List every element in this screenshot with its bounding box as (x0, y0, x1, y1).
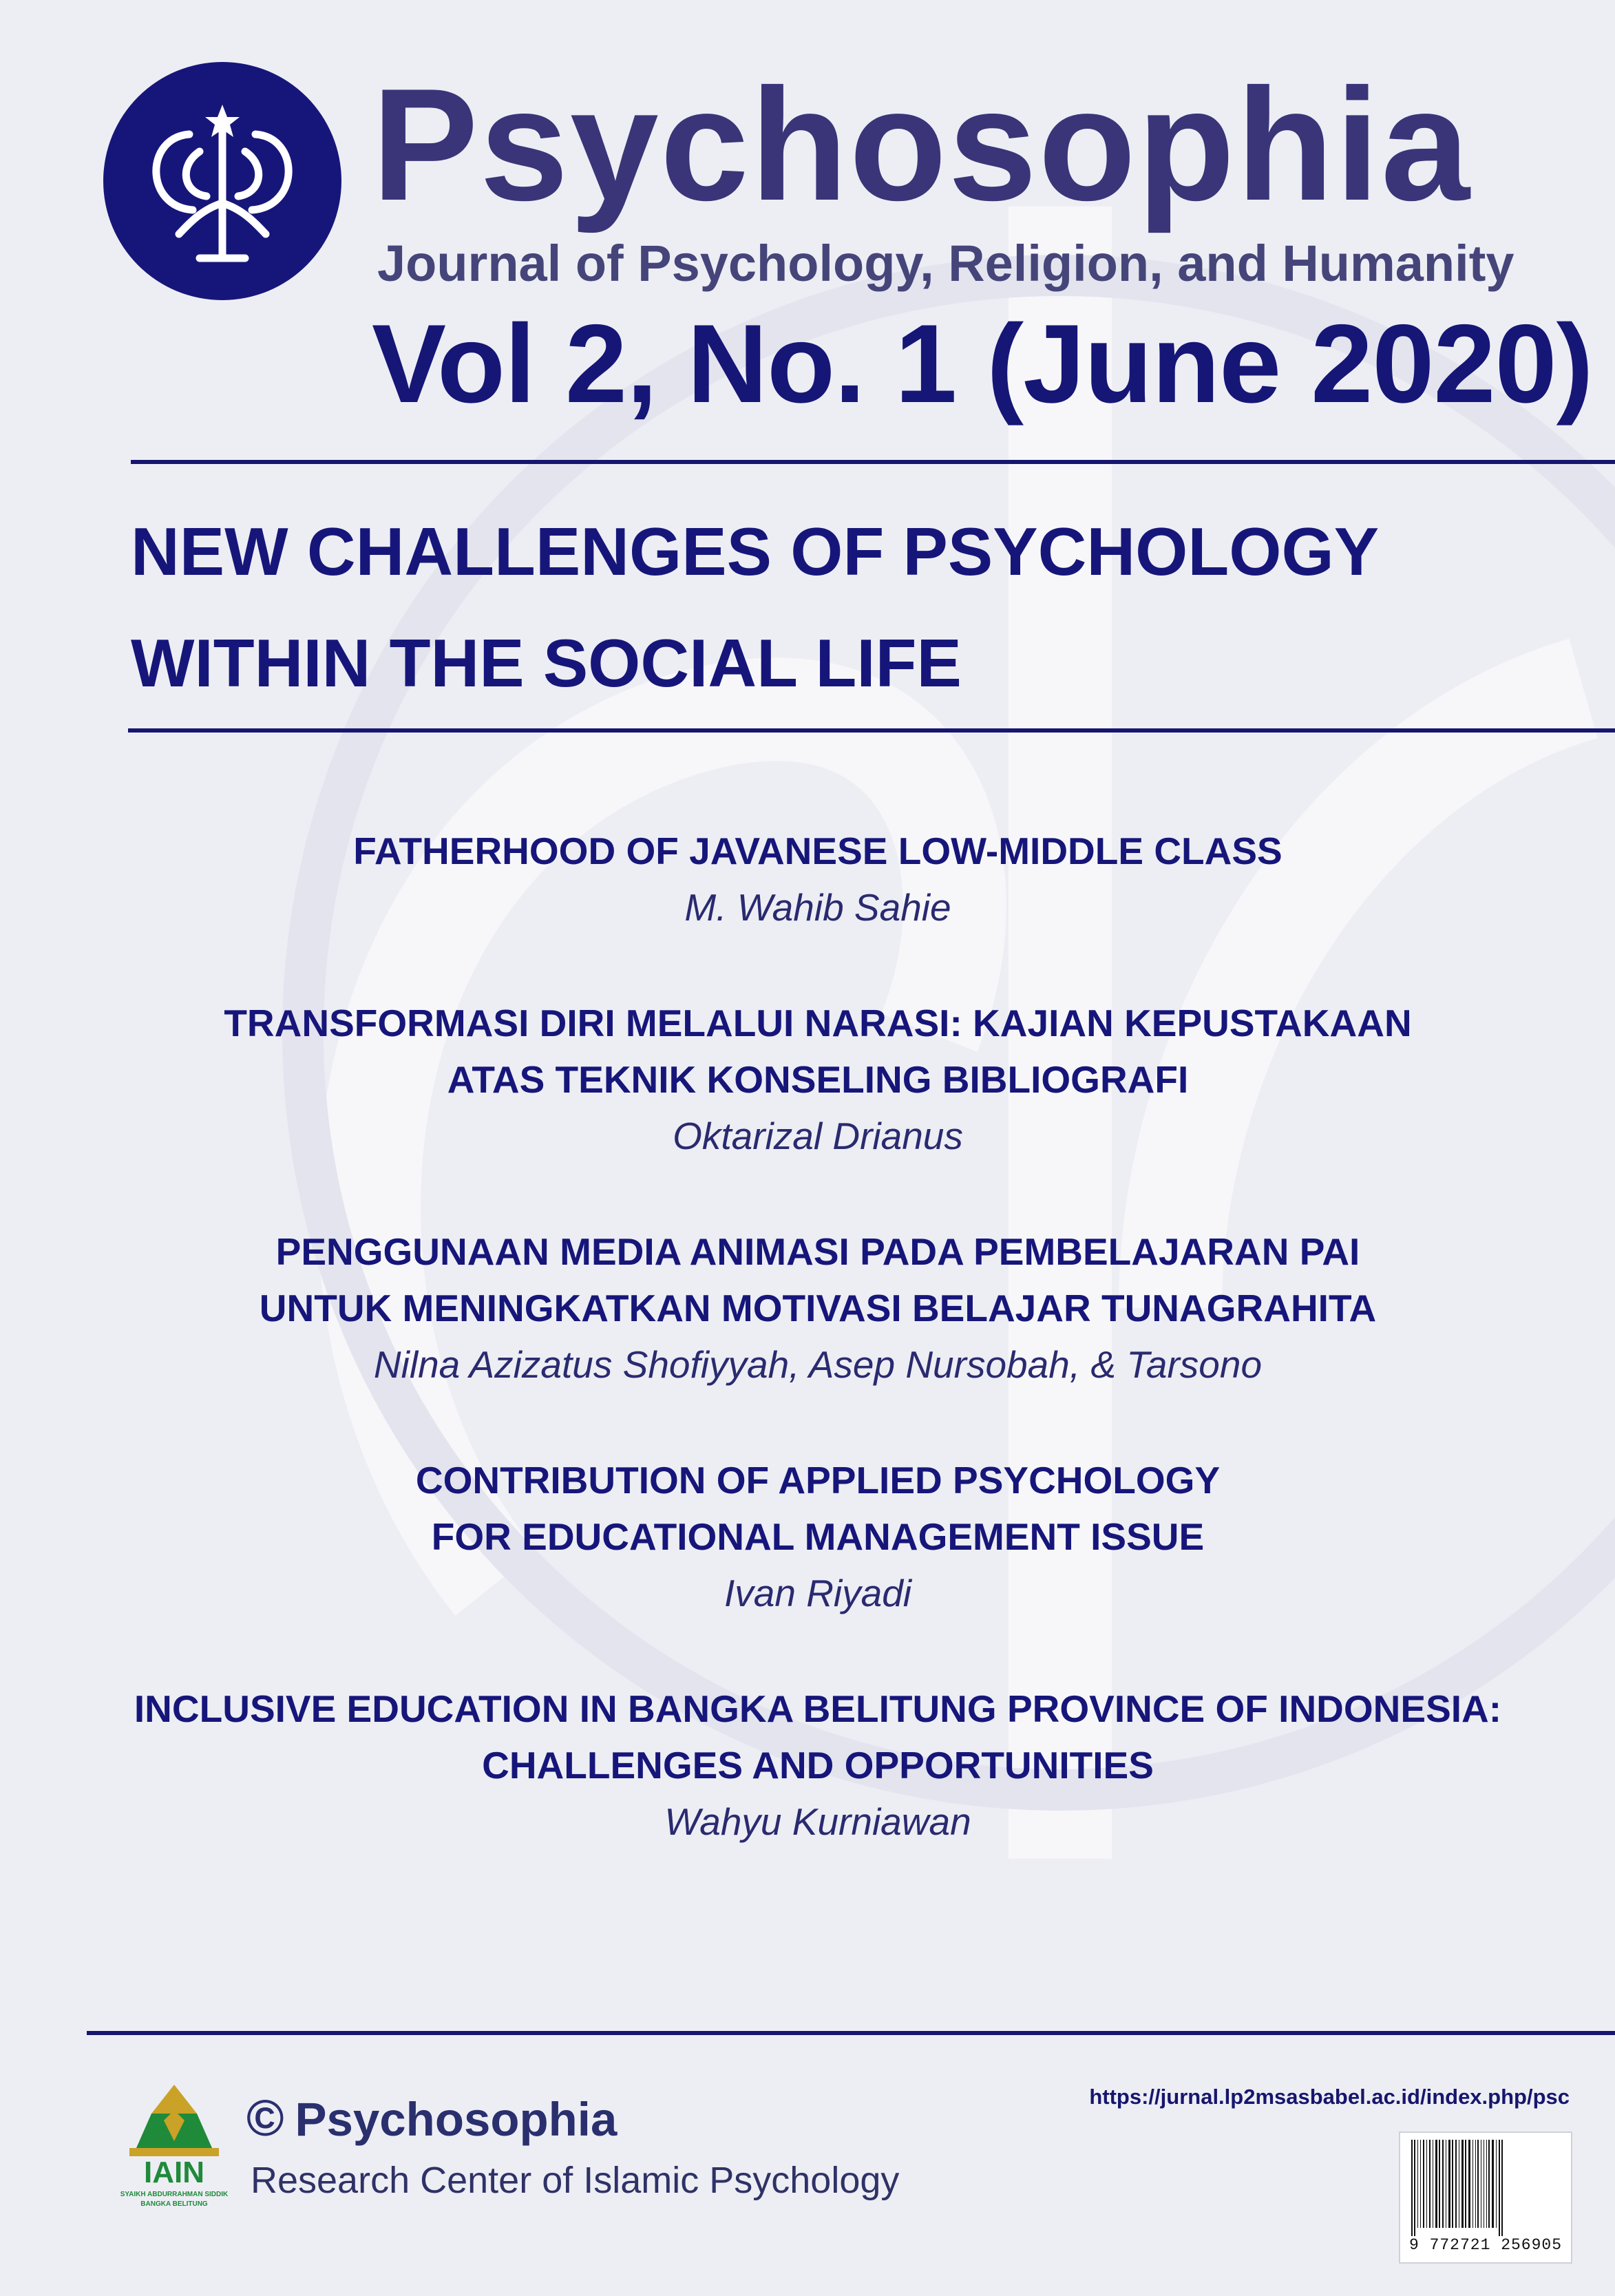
article-authors: M. Wahib Sahie (684, 886, 951, 929)
article-title: FOR EDUCATIONAL MANAGEMENT ISSUE (431, 1515, 1205, 1558)
barcode-bar (1429, 2140, 1431, 2228)
article-title: TRANSFORMASI DIRI MELALUI NARASI: KAJIAN KEPUSTAKAAN (224, 1002, 1412, 1044)
barcode-bar (1455, 2140, 1457, 2228)
barcode-bar (1468, 2140, 1470, 2228)
barcode-bars (1410, 2140, 1563, 2236)
article-list (0, 823, 1615, 1909)
journal-url-link[interactable]: https://jurnal.lp2msasbabel.ac.id/index.php/psc (1089, 2085, 1570, 2109)
barcode-bar (1414, 2140, 1415, 2236)
divider-middle (128, 728, 1615, 733)
issue-theme-line-1: NEW CHALLENGES OF PSYCHOLOGY (131, 514, 1380, 589)
barcode-bar (1472, 2140, 1473, 2228)
article-authors: Wahyu Kurniawan (664, 1800, 971, 1843)
journal-subtitle: Journal of Psychology, Religion, and Humanity (377, 235, 1514, 292)
barcode (1399, 2131, 1572, 2264)
barcode-bar (1477, 2140, 1479, 2228)
barcode-bar (1496, 2140, 1497, 2228)
issue-theme (131, 496, 1379, 719)
barcode-bar (1499, 2140, 1500, 2236)
barcode-bar (1465, 2140, 1466, 2228)
article-title: CHALLENGES AND OPPORTUNITIES (482, 1744, 1154, 1787)
article-item (0, 823, 1615, 936)
article-title: PENGGUNAAN MEDIA ANIMASI PADA PEMBELAJARAN PAI (275, 1230, 1360, 1273)
article-item (0, 1223, 1615, 1393)
article-item (0, 1452, 1615, 1621)
barcode-bar (1423, 2140, 1424, 2228)
barcode-bar (1426, 2140, 1427, 2228)
barcode-bar (1439, 2140, 1440, 2228)
barcode-bar (1452, 2140, 1453, 2228)
article-item (0, 995, 1615, 1164)
research-center-name: Research Center of Islamic Psychology (251, 2160, 900, 2201)
barcode-bar (1448, 2140, 1450, 2228)
volume-issue: Vol 2, No. 1 (June 2020) (372, 302, 1593, 426)
iain-logo (116, 2079, 233, 2210)
article-authors: Nilna Azizatus Shofiyyah, Asep Nursobah, & Tarsono (373, 1343, 1263, 1386)
article-title: CONTRIBUTION OF APPLIED PSYCHOLOGY (415, 1459, 1221, 1502)
copyright-line (246, 2089, 618, 2147)
iain-caption-line-1: SYAIKH ABDURRAHMAN SIDDIK (120, 2191, 229, 2198)
barcode-bar (1488, 2140, 1490, 2228)
barcode-digits: 9 772721 256905 (1408, 2236, 1563, 2254)
copyright-name: Psychosophia (295, 2093, 618, 2146)
article-title: ATAS TEKNIK KONSELING BIBLIOGRAFI (447, 1058, 1189, 1101)
divider-top (131, 460, 1615, 464)
article-authors: Oktarizal Drianus (673, 1115, 963, 1157)
journal-logo (103, 62, 341, 300)
barcode-bar (1475, 2140, 1476, 2228)
article-authors: Ivan Riyadi (724, 1572, 912, 1614)
barcode-bar (1435, 2140, 1437, 2228)
article-title: INCLUSIVE EDUCATION IN BANGKA BELITUNG PROVINCE OF INDONESIA: (134, 1687, 1502, 1730)
iain-logo-text: IAIN (144, 2156, 204, 2189)
barcode-bar (1420, 2140, 1421, 2228)
barcode-bar (1411, 2140, 1413, 2236)
article-item (0, 1681, 1615, 1850)
issue-theme-line-2: WITHIN THE SOCIAL LIFE (131, 625, 962, 701)
iain-caption-line-2: BANGKA BELITUNG (140, 2200, 208, 2208)
barcode-bar (1442, 2140, 1444, 2228)
article-title: UNTUK MENINGKATKAN MOTIVASI BELAJAR TUNAGRAHITA (259, 1287, 1377, 1329)
barcode-bar (1461, 2140, 1464, 2228)
barcode-bar (1417, 2140, 1418, 2228)
journal-title: Psychosophia (372, 56, 1471, 234)
copyright-symbol: © (246, 2089, 284, 2147)
article-title: FATHERHOOD OF JAVANESE LOW-MIDDLE CLASS (353, 830, 1282, 872)
barcode-bar (1486, 2140, 1487, 2228)
barcode-bar (1501, 2140, 1503, 2236)
barcode-bar (1492, 2140, 1494, 2228)
divider-bottom (87, 2031, 1615, 2035)
